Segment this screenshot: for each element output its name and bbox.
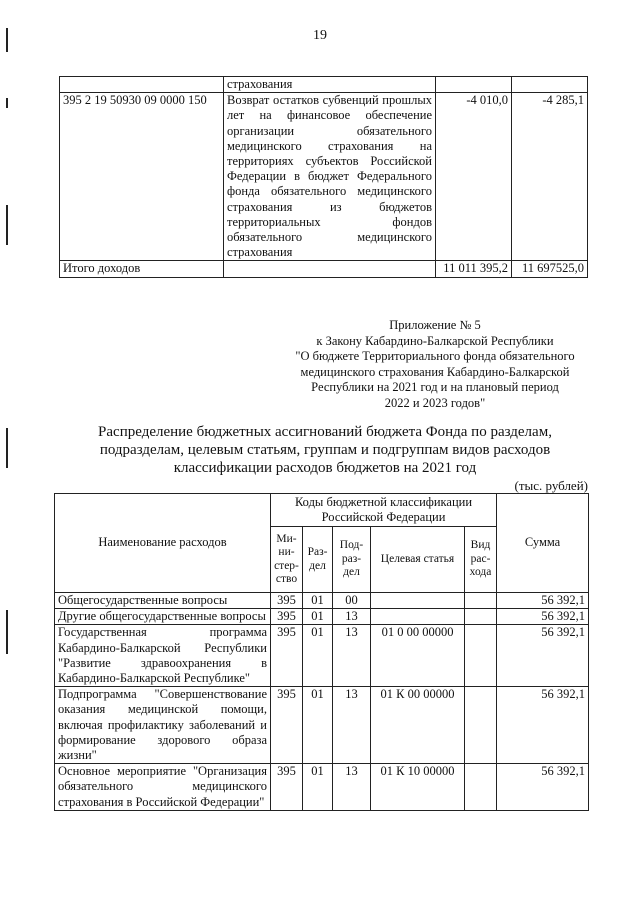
revenue-table bbox=[59, 76, 588, 278]
row-expense-type bbox=[465, 764, 497, 811]
row-name: Государственная программа Кабардино-Балкарской Республики "Развитие здравоохранения в Кабардино-Балкарской Республике" bbox=[55, 625, 271, 687]
row-amount: 56 392,1 bbox=[497, 609, 589, 625]
page-number: 19 bbox=[313, 28, 327, 43]
header-subsection: Под-раз-дел bbox=[333, 527, 371, 593]
row-section: 01 bbox=[303, 609, 333, 625]
row-subsection: 00 bbox=[333, 593, 371, 609]
table-row bbox=[55, 609, 589, 625]
row-ministry: 395 bbox=[271, 593, 303, 609]
row-section: 01 bbox=[303, 593, 333, 609]
total-row bbox=[60, 261, 588, 277]
row-ministry: 395 bbox=[271, 625, 303, 687]
total-empty bbox=[224, 261, 436, 277]
revenue-value-2022 bbox=[512, 77, 588, 93]
row-name: Основное мероприятие "Организация обязательного медицинского страхования в Российской Федерации" bbox=[55, 764, 271, 811]
row-ministry: 395 bbox=[271, 609, 303, 625]
row-target: 01 К 00 00000 bbox=[371, 687, 465, 764]
table-row bbox=[55, 593, 589, 609]
revenue-code bbox=[60, 77, 224, 93]
table-row bbox=[60, 77, 588, 93]
appendix-line: 2022 и 2023 годов" bbox=[384, 395, 486, 410]
document-title bbox=[70, 423, 580, 477]
scan-mark bbox=[6, 205, 8, 245]
row-name: Подпрограмма "Совершенствование оказания медицинской помощи, включая профилактику заболеваний и формирование здорового образа жизни" bbox=[55, 687, 271, 764]
revenue-code: 395 2 19 50930 09 0000 150 bbox=[60, 93, 224, 261]
row-target bbox=[371, 609, 465, 625]
scan-mark bbox=[6, 98, 8, 108]
row-amount: 56 392,1 bbox=[497, 593, 589, 609]
units-label: (тыс. рублей) bbox=[514, 478, 588, 493]
row-expense-type bbox=[465, 609, 497, 625]
title-line: подразделам, целевым статьям, группам и подгруппам видов расходов bbox=[99, 442, 551, 458]
row-amount: 56 392,1 bbox=[497, 687, 589, 764]
table-row bbox=[55, 764, 589, 811]
row-target bbox=[371, 593, 465, 609]
row-section: 01 bbox=[303, 625, 333, 687]
revenue-value-2021 bbox=[436, 77, 512, 93]
header-ministry: Ми-ни-стер-ство bbox=[271, 527, 303, 593]
header-codes-group: Коды бюджетной классификации Российской Федерации bbox=[271, 494, 497, 527]
row-subsection: 13 bbox=[333, 764, 371, 811]
title-line: Распределение бюджетных ассигнований бюджета Фонда по разделам, bbox=[98, 424, 552, 440]
appendix-line: Республики на 2021 год и на плановый период bbox=[311, 380, 559, 394]
table-header-row bbox=[55, 494, 589, 527]
row-subsection: 13 bbox=[333, 609, 371, 625]
header-name: Наименование расходов bbox=[55, 494, 271, 593]
row-expense-type bbox=[465, 625, 497, 687]
appendix-header bbox=[280, 318, 590, 411]
appendix-line: к Закону Кабардино-Балкарской Республики bbox=[316, 333, 554, 348]
appendix-line: Приложение № 5 bbox=[389, 318, 481, 332]
header-target: Целевая статья bbox=[371, 527, 465, 593]
row-name: Общегосударственные вопросы bbox=[55, 593, 271, 609]
header-amount: Сумма bbox=[497, 494, 589, 593]
appendix-line: медицинского страхования Кабардино-Балкарской bbox=[300, 364, 570, 379]
row-name: Другие общегосударственные вопросы bbox=[55, 609, 271, 625]
row-target: 01 К 10 00000 bbox=[371, 764, 465, 811]
title-line: классификации расходов бюджетов на 2021 год bbox=[173, 460, 477, 476]
row-subsection: 13 bbox=[333, 687, 371, 764]
row-subsection: 13 bbox=[333, 625, 371, 687]
row-expense-type bbox=[465, 593, 497, 609]
expenditure-table bbox=[54, 493, 589, 811]
header-expense-type: Вид рас-хода bbox=[465, 527, 497, 593]
scan-mark bbox=[6, 610, 8, 654]
row-expense-type bbox=[465, 687, 497, 764]
header-section: Раз-дел bbox=[303, 527, 333, 593]
row-ministry: 395 bbox=[271, 764, 303, 811]
revenue-value-2022: -4 285,1 bbox=[512, 93, 588, 261]
revenue-name: страхования bbox=[224, 77, 436, 93]
total-label: Итого доходов bbox=[60, 261, 224, 277]
revenue-name: Возврат остатков субвенций прошлых лет на финансовое обеспечение организации обязательного медицинского страхования на территориях субъектов Российской Федерации в бюджет Федерального фонда обязательного медицинского страхования из бюджетов территориальных фондов обязательного медицинского страхования bbox=[224, 93, 436, 261]
row-amount: 56 392,1 bbox=[497, 764, 589, 811]
table-row bbox=[60, 93, 588, 261]
table-row bbox=[55, 687, 589, 764]
total-value-2022: 11 697525,0 bbox=[512, 261, 588, 277]
row-target: 01 0 00 00000 bbox=[371, 625, 465, 687]
row-section: 01 bbox=[303, 687, 333, 764]
revenue-value-2021: -4 010,0 bbox=[436, 93, 512, 261]
row-amount: 56 392,1 bbox=[497, 625, 589, 687]
scan-mark bbox=[6, 428, 8, 468]
appendix-line: "О бюджете Территориального фонда обязательного bbox=[295, 349, 575, 363]
row-section: 01 bbox=[303, 764, 333, 811]
total-value-2021: 11 011 395,2 bbox=[436, 261, 512, 277]
row-ministry: 395 bbox=[271, 687, 303, 764]
table-row bbox=[55, 625, 589, 687]
